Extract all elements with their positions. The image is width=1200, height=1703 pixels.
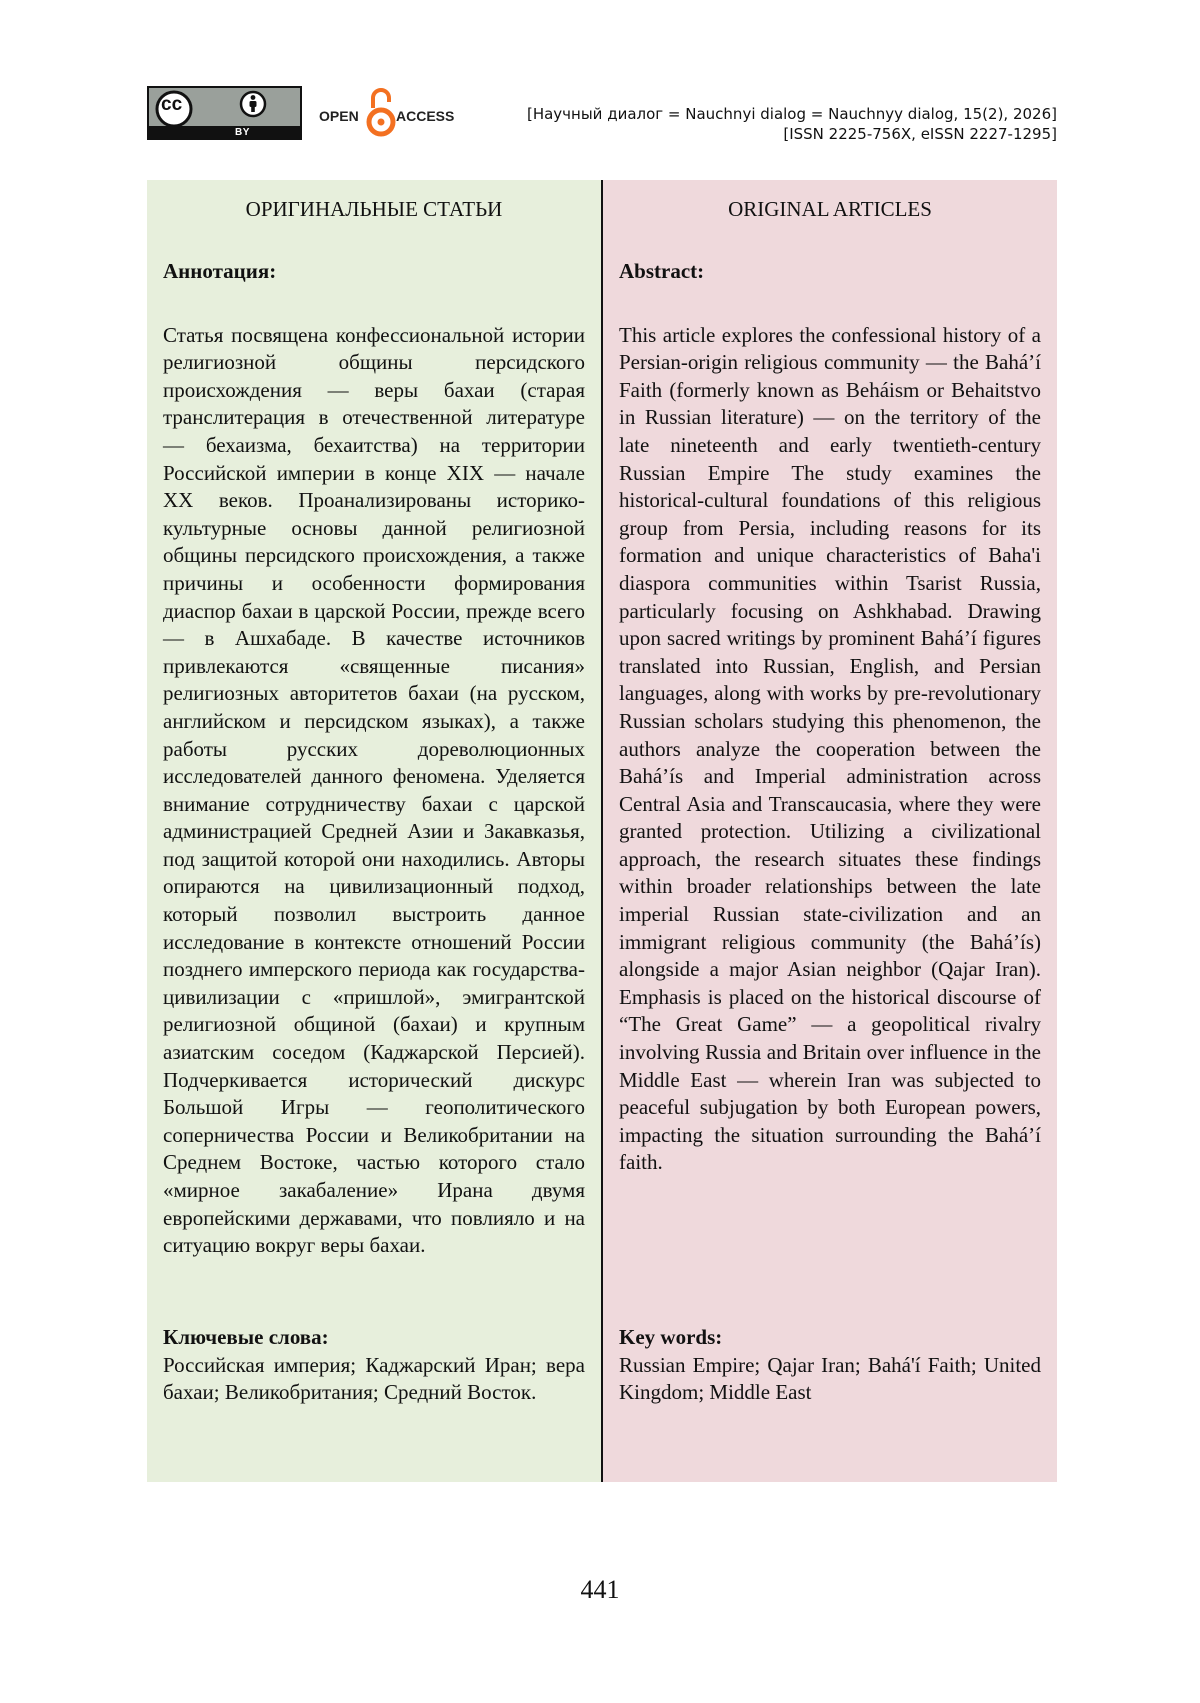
open-access-lock-icon (366, 86, 396, 142)
by-bar (149, 126, 300, 138)
ru-keywords-block (163, 1324, 585, 1407)
en-keywords-text: Russian Empire; Qajar Iran; Bahá'í Faith; United Kingdom; Middle East (619, 1352, 1041, 1405)
ru-keywords-label: Ключевые слова: (163, 1325, 329, 1349)
cc-by-license-badge[interactable] (147, 86, 302, 140)
open-label: OPEN (319, 108, 359, 124)
russian-column (147, 180, 601, 1482)
journal-citation (527, 104, 1057, 144)
bilingual-abstract-table (147, 180, 1057, 1482)
access-label: ACCESS (396, 108, 455, 124)
by-label: BY (235, 127, 250, 138)
page-header (147, 86, 1057, 146)
en-abstract-text: This article explores the confessional history of a Persian-origin religious community — the Bahá’í Faith (formerly known as Beháism or Behaitstvo in Russian literature) — on the territory of the late nineteenth and early twentieth-century Russian Empire The study examines the historical-cultural foundations of this religious group from Persia, including reasons for its formation and unique characteristics of Baha'i diaspora communities within Tsarist Russia, particularly focusing on Ashkhabad. Drawing upon sacred writings by prominent Bahá’í figures translated into Russian, English, and Persian languages, along with works by pre-revolutionary Russian scholars studying this phenomenon, the authors analyze the cooperation between the Bahá’ís and Imperial administration across Central Asia and Transcaucasia, where they were granted protection. Utilizing a civilizational approach, the research situates these findings within broader relationships between the late imperial Russian state-civilization and an immigrant religious community (the Bahá’ís) alongside a major Asian neighbor (Qajar Iran). Emphasis is placed on the historical discourse of “The Great Game” — a geopolitical rivalry involving Russia and Britain over influence in the Middle East — wherein Iran was subjected to peaceful subjugation by both European powers, impacting the situation surrounding the Bahá’í faith. (619, 322, 1041, 1175)
ru-section-heading: ОРИГИНАЛЬНЫЕ СТАТЬИ (245, 197, 503, 221)
journal-issn-line: [ISSN 2225-756X, eISSN 2227-1295] (783, 125, 1057, 143)
page-number: 441 (580, 1575, 620, 1604)
ru-abstract-text: Статья посвящена конфессиональной истории религиозной общины персидского происхождения — веры бахаи (старая транслитерация в отечественной литературе — бехаизма, бехаитства) на территории Российской империи в конце XIX — начале XX веков. Проанализированы историко-культурные основы данной религиозной общины персидского происхождения, а также причины и особенности формирования диаспор бахаи в царской России, прежде всего — в Ашхабаде. В качестве источников привлекаются «священные писания» религиозных авторитетов бахаи (на русском, английском и персидском языках), а также работы русских дореволюционных исследователей данного феномена. Уделяется внимание сотрудничеству бахаи с царской администрацией Средней Азии и Закавказья, под защитой которой они находились. Авторы опираются на цивилизационный подход, который позволил выстроить данное исследование в контексте отношений России позднего имперского периода как государства-цивилизации с «пришлой», эмигрантской религиозной общиной (бахаи) и крупным азиатским соседом (Каджарской Персией). Подчеркивается исторический дискурс Большой Игры — геополитического соперничества России и Великобритании на Среднем Востоке, частью которого стало «мирное закабаление» Ирана двумя европейскими державами, что повлияло и на ситуацию вокруг веры бахаи. (163, 322, 585, 1258)
ru-abstract-label: Аннотация: (163, 259, 277, 283)
journal-title-line: [Научный диалог = Nauchnyi dialog = Nauchnyy dialog, 15(2), 2026] (526, 105, 1057, 123)
ru-keywords-text: Российская империя; Каджарский Иран; вера бахаи; Великобритания; Средний Восток. (163, 1352, 585, 1405)
en-section-heading: ORIGINAL ARTICLES (728, 197, 932, 221)
en-keywords-block (619, 1324, 1041, 1407)
en-keywords-label: Key words: (619, 1325, 723, 1349)
cc-text: cc (161, 94, 183, 115)
english-column (603, 180, 1057, 1482)
open-access-logo[interactable] (319, 86, 469, 142)
en-abstract-label: Abstract: (619, 259, 705, 283)
person-attribution-icon (233, 90, 273, 118)
